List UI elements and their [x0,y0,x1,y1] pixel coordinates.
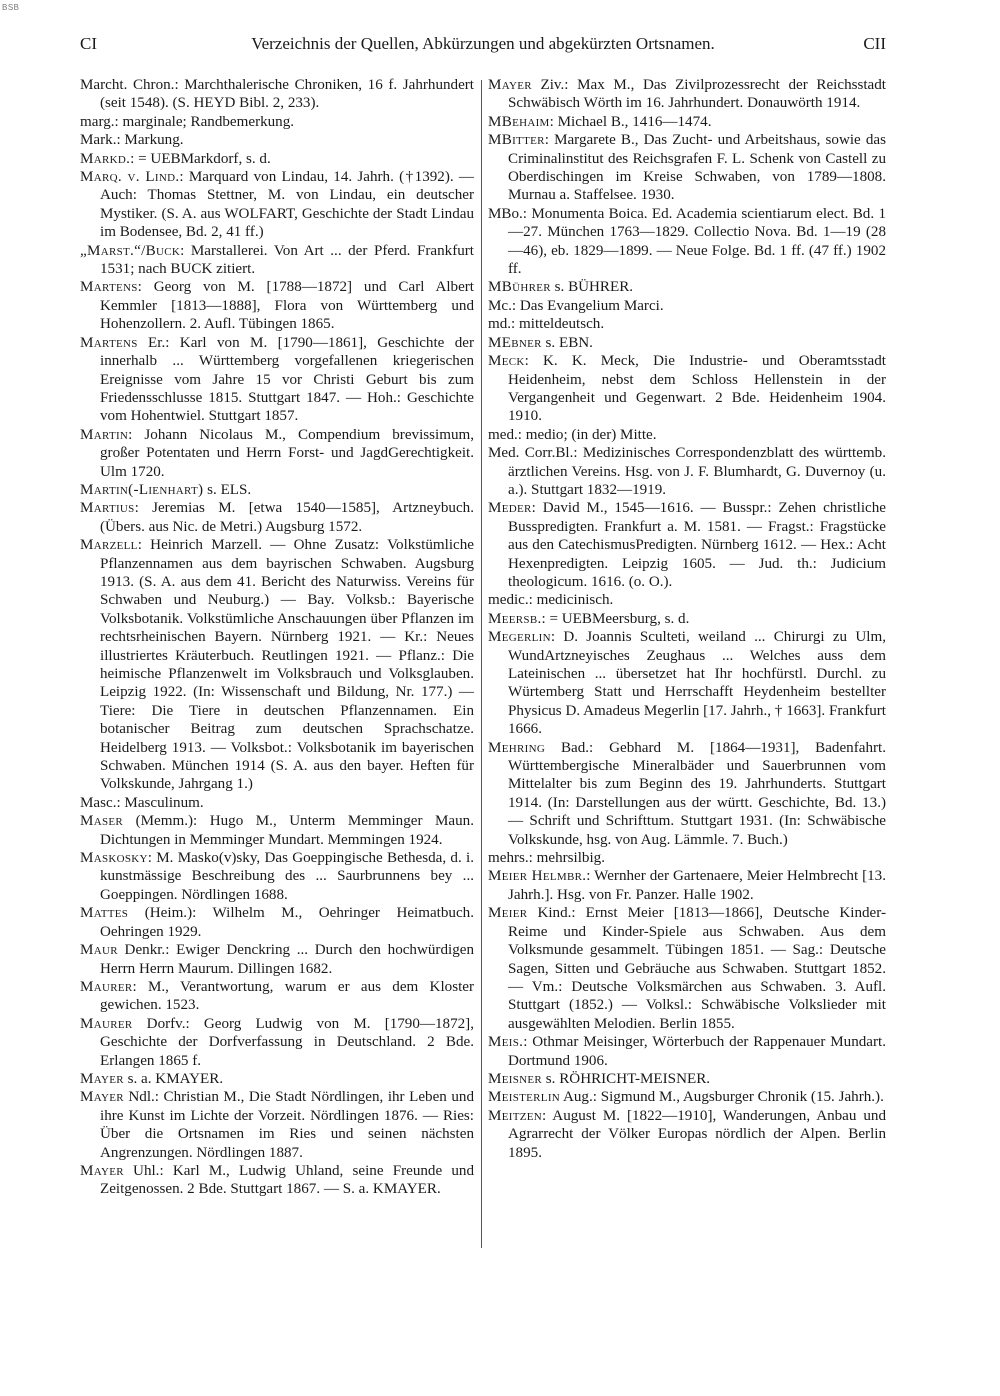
index-entry [488,131,886,205]
index-entry [488,297,886,315]
entry-text: Er.: Karl von M. [1790—1861], Geschichte der innerhalb ... Württemberg vorgefallenen kriegerischen Ereignisse vom Jahre 15 vor Christi Geburt bis zum Friedensschlusse 1815. Stuttgart 1847. — Hoh.: Geschichte vom Hohentwiel. Stuttgart 1857. [100,334,474,425]
index-entry [488,628,886,738]
entry-headword: Megerlin [488,629,551,646]
index-entry [80,1162,474,1199]
entry-headword: Martin(-Lienhart) [80,481,204,498]
index-entry [80,941,474,978]
entry-text: Masc.: Masculinum. [80,794,204,811]
index-entry [488,76,886,113]
index-entry [80,426,474,481]
index-entry [80,499,474,536]
entry-text: : M., Verantwortung, warum er aus dem Kloster gewichen. 1523. [100,978,474,1014]
entry-text: Uhl.: Karl M., Ludwig Uhland, seine Freunde und Zeitgenossen. 2 Bde. Stuttgart 1867. — S. a. KMAYER. [100,1162,474,1198]
entry-headword: Mehring [488,739,546,756]
index-entry [80,131,474,149]
index-entry [488,610,886,628]
entry-headword: MEbner [488,334,542,351]
index-entry [488,278,886,296]
entry-text: (Heim.): Wilhelm M., Oehringer Heimatbuch. Oehringen 1929. [100,905,474,940]
entry-headword: MBitter [488,132,545,149]
entry-text: : Othmar Meisinger, Wörterbuch der Rappenauer Mundart. Dortmund 1906. [508,1034,886,1069]
index-entry [488,499,886,591]
entry-headword: Maurer [80,1015,133,1032]
entry-headword: Meisterlin [488,1089,561,1106]
entry-headword: Meisner [488,1070,543,1087]
index-entry [488,334,886,352]
index-entry [488,591,886,609]
running-title: Verzeichnis der Quellen, Abkürzungen und abgekürzten Ortsnamen. [251,34,715,53]
index-entry [488,113,886,131]
entry-text: : Margarete B., Das Zucht- und Arbeitshaus, sowie das Criminalinstitut des Reichsgrafen F. L. Schenk von Castell zu Oberdischingen im Kreise Schwaben, von 1789—1808. Murnau a. Staffelsee. 1930. [508,132,886,204]
entry-headword: Meder [488,500,532,517]
entry-headword: Marq. v. Lind. [80,169,180,186]
entry-headword: Mayer [488,77,532,93]
entry-text: : Georg von M. [1788—1872] und Carl Albert Kemmler [1813—1888], Flora von Württemberg und Hohenzollern. 2. Aufl. Tübingen 1865. [100,279,474,333]
entry-text: med.: medio; (in der) Mitte. [488,426,657,443]
library-stamp: BSB [2,3,20,12]
index-entry [80,536,474,794]
entry-text: medic.: medicinisch. [488,592,614,609]
entry-headword: Mattes [80,905,129,922]
entry-text: Ndl.: Christian M., Die Stadt Nördlingen, ihr Leben und ihre Kunst im Lichte der Vorzeit. Nördlingen 1876. — Ries: Über die Ortsnamen im Ries und seinen nächsten Angrenzungen. Nördlingen 1887. [100,1089,474,1161]
right-column [488,76,886,1162]
entry-text: mehrs.: mehrsilbig. [488,850,605,867]
entry-headword: Meitzen [488,1107,543,1124]
entry-headword: Meier [488,905,528,922]
index-entry [488,352,886,426]
entry-headword: MBührer [488,279,551,296]
entry-text: md.: mitteldeutsch. [488,316,605,333]
entry-text: : August M. [1822—1910], Wanderungen, Anbau und Agrarrecht der Völker Europas nördlich der Alpen. Berlin 1895. [508,1107,886,1161]
index-entry [80,242,474,279]
entry-text: : Marquard von Lindau, 14. Jahrh. (†1392). — Auch: Thomas Stettner, M. von Lindau, ein deutscher Mystiker. (S. A. aus WOLFART, Geschichte der Stadt Lindau im Bodensee, Bd. 2, 41 ff.) [100,169,474,241]
entry-headword: Maser [80,813,124,830]
entry-text: : Heinrich Marzell. — Ohne Zusatz: Volkstümliche Pflanzennamen aus dem bayrischen Schwaben. Augsburg 1913. (S. A. aus dem 41. Bericht des Naturwiss. Vereins für Schwaben und Neuburg.) — Bay. Volksb.: Bayerische Volksbotanik. Volkstümliche Anschauungen über Pflanzen im rechtsrheinischen Bayern. Nürnberg 1921. — Kr.: Neues illustriertes Kräuterbuch. Reutlingen 1921. — Pflanz.: Die heimische Pflanzenwelt im Volksbrauch und Volksglauben. Leipzig 1922. (In: Wissenschaft und Bildung, Nr. 177.) — Tiere: Die Tiere in deutschen Pflanzennamen. Ein botanischer Beitrag zum deutschen Sprachschatze. Heidelberg 1913. — Volksbot.: Volksbotanik im bayerischen Schwaben. München 1914 (S. A. aus den bayer. Heften für Volkskunde, Jahrgang 1.) [100,537,474,793]
index-entry [488,1070,886,1088]
index-entry [80,168,474,242]
entry-headword: Martens [80,334,138,351]
page-number-right: CII [863,34,886,53]
index-entry [488,849,886,867]
entry-text: (Memm.): Hugo M., Unterm Memminger Maun. Dichtungen in Memminger Mundart. Memmingen 1924. [100,813,474,848]
index-entry [80,904,474,941]
entry-headword: Martens [80,279,138,296]
index-entry [80,1088,474,1162]
entry-headword: Meersb. [488,610,542,627]
index-entry [80,334,474,426]
index-entry [488,1033,886,1070]
page-number-left: CI [80,34,97,53]
entry-text: : D. Joannis Sculteti, weiland ... Chirurgi zu Ulm, WundArtzneyisches Zeughaus ... Welches auss dem Lateinischen ... übersetzet hat Ihr hochfürstl. Durchl. zu Würtemberg Statt und Herrschafft Heydenheim bestellter Physicus D. Amadeus Megerlin [17. Jahrh., † 1663]. Frankfurt 1666. [508,629,886,738]
entry-text: Aug.: Sigmund M., Augsburger Chronik (15. Jahrh.). [560,1089,884,1106]
column-divider [481,80,482,1248]
entry-text: Med. Corr.Bl.: Medizinisches Correspondenzblatt des württemb. ärztlichen Vereins. Hsg. von J. F. Blumhardt, G. Duvernoy (u. a.). Stuttgart 1832—1919. [488,445,886,498]
entry-headword: Mayer [80,1070,124,1087]
index-entry [488,1088,886,1106]
entry-text: s. RÖHRICHT-MEISNER. [542,1070,711,1087]
entry-headword: MBehaim [488,113,550,130]
entry-text: Bad.: Gebhard M. [1864—1931], Badenfahrt. Württembergische Mineralbäder und Sauerbrunnen vom Mittelalter bis zum Beginn des 19. Jahrhunderts. Stuttgart 1914. (In: Darstellungen aus der württ. Geschichte, Bd. 13.) — Schrift und Schrifttum. Stuttgart 1931. (In: Schwäbische Volkskunde, hsg. von Aug. Lämmle. 7. Buch.) [508,739,886,848]
index-entry [80,1070,474,1088]
entry-headword: „Marst.“/Buck [80,242,181,259]
entry-text: : = UEBMarkdorf, s. d. [130,150,271,167]
entry-text: s. BÜHRER. [550,279,634,296]
entry-text: : David M., 1545—1616. — Busspr.: Zehen christliche Busspredigten. Frankfurt a. M. 1581. — Fragst.: Fragstücke aus den CatechismusPredigten. Nürnberg 1612. — Hex.: Acht Hexenpredigten. Leipzig 1605. — Jud. th.: Judicium theologicum. 1616. (o. O.). [508,500,886,590]
entry-headword: Maskosky [80,850,148,867]
entry-text: s. ELS. [203,481,252,498]
entry-headword: Martin [80,426,129,443]
entry-text: : Johann Nicolaus M., Compendium brevissimum, großer Potentaten und Herrn Forst- und JagdGerechtigkeit. Ulm 1720. [100,426,474,480]
index-entry [80,794,474,812]
entry-text: Marcht. Chron.: Marchthalerische Chroniken, 16 f. Jahrhundert (seit 1548). (S. HEYD Bibl. 2, 233). [80,77,474,112]
entry-text: s. a. KMAYER. [123,1070,224,1087]
entry-headword: Meck [488,353,525,370]
index-entry [80,481,474,499]
entry-text: Ziv.: Max M., Das Zivilprozessrecht der Reichsstadt Schwäbisch Wörth im 16. Jahrhundert. Donauwörth 1914. [508,77,886,112]
entry-text: : = UEBMeersburg, s. d. [541,610,690,627]
index-entry [488,205,886,279]
index-entry [80,76,474,113]
index-entry [488,867,886,904]
entry-headword: Meier Helmbr. [488,868,587,885]
index-entry [488,315,886,333]
entry-headword: Mayer [80,1162,124,1179]
index-entry [80,978,474,1015]
index-entry [488,904,886,1033]
entry-headword: Maur [80,942,118,959]
index-entry [488,444,886,499]
entry-headword: Maurer [80,978,133,995]
index-entry [488,1107,886,1162]
entry-text: : Wernher der Gartenaere, Meier Helmbrecht [13. Jahrh.]. Hsg. von Fr. Panzer. Halle 1902. [508,868,886,903]
entry-text: marg.: marginale; Randbemerkung. [80,113,295,130]
entry-text: : M. Masko(v)sky, Das Goeppingische Bethesda, d. i. kunstmässige Beschreibung des ... Saurbrunnens bey ... Goeppingen. Nördlingen 1688. [100,850,474,903]
entry-headword: Marzell [80,537,138,554]
index-entry [80,278,474,333]
entry-text: Denkr.: Ewiger Denckring ... Durch den hochwürdigen Herrn Herrn Maurum. Dillingen 1682. [100,942,474,977]
index-entry [488,426,886,444]
entry-headword: Markd. [80,150,131,167]
index-entry [80,150,474,168]
entry-text: Mark.: Markung. [80,132,184,149]
entry-text: MBo.: Monumenta Boica. Ed. Academia scientiarum elect. Bd. 1—27. München 1763—1829. Collectio Nova. Bd. 1—19 (28—46), eb. 1829—1899. — Neue Folge. Bd. 1 ff. (47 ff.) 1902 ff. [488,205,886,278]
entry-text: : K. K. Meck, Die Industrie- und Oberamtsstadt Heidenheim, nebst dem Schloss Hellenstein in der Vergangenheit und Gegenwart. 2 Bde. Heidenheim 1904. 1910. [508,353,886,425]
entry-text: s. EBN. [541,334,593,351]
entry-text: : Jeremias M. [etwa 1540—1585], Artzneybuch. (Übers. aus Nic. de Metri.) Augsburg 1572. [100,500,474,535]
index-entry [80,113,474,131]
entry-text: : Michael B., 1416—1474. [549,113,712,130]
index-entry [80,812,474,849]
index-entry [80,849,474,904]
index-entry [80,1015,474,1070]
index-entry [488,739,886,849]
entry-headword: Martius [80,500,135,517]
entry-headword: Meis. [488,1034,524,1051]
left-column [80,76,474,1199]
entry-text: Dorfv.: Georg Ludwig von M. [1790—1872], Geschichte der Dorfverfassung in Deutschland. 2 Bde. Erlangen 1865 f. [100,1015,474,1069]
entry-text: Mc.: Das Evangelium Marci. [488,297,664,314]
entry-headword: Mayer [80,1089,124,1106]
running-header [80,34,886,58]
entry-text: : Marstallerei. Von Art ... der Pferd. Frankfurt 1531; nach BUCK zitiert. [100,242,474,278]
entry-text: Kind.: Ernst Meier [1813—1866], Deutsche Kinder-Reime und Kinder-Spiele aus Schwaben. Aus dem Volksmunde gesammelt. Tübingen 1851. — Sag.: Deutsche Sagen, Sitten und Gebräuche aus Schwaben. Stuttgart 1852. — Vm.: Deutsche Volksmärchen aus Schwaben. 3. Aufl. Stuttgart (1852.) — Volksl.: Schwäbische Volkslieder mit ausgewählten Melodien. Berlin 1855. [508,905,886,1032]
